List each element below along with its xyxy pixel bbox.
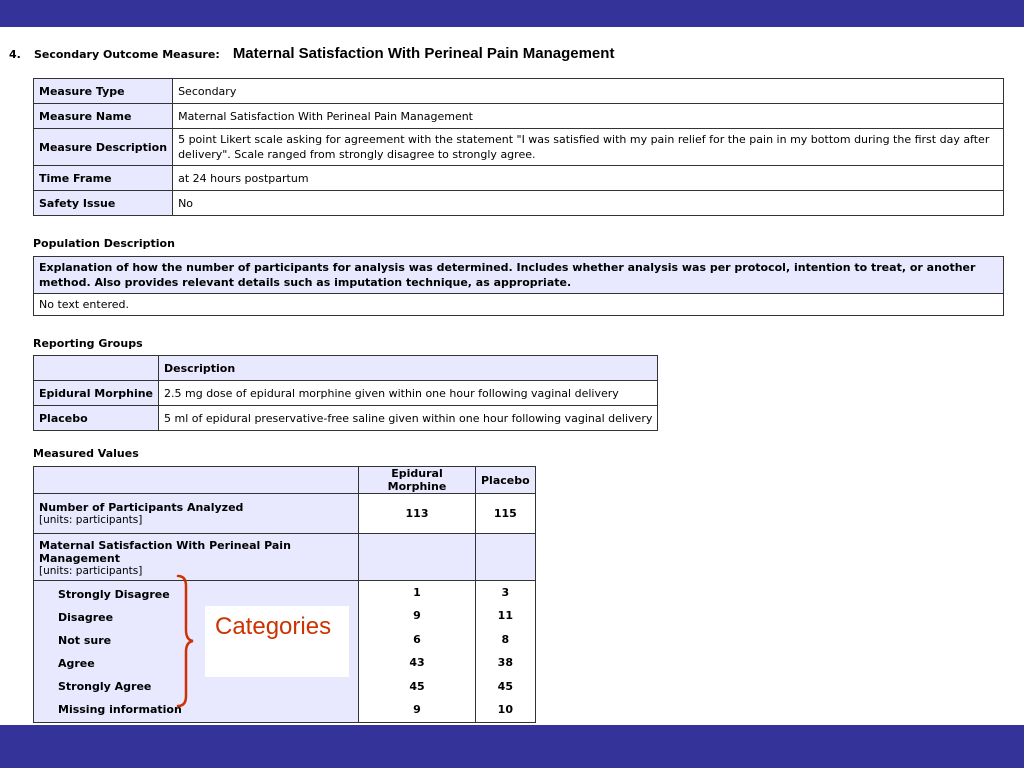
- top-band: [0, 0, 1024, 27]
- participants-cell: [34, 494, 359, 534]
- value-cell: 45: [409, 680, 425, 693]
- category-label: Strongly Disagree: [58, 587, 170, 601]
- population-text: No text entered.: [34, 294, 1004, 316]
- measured-values-table: [33, 466, 536, 723]
- category-label: Agree: [58, 656, 95, 670]
- groups-column-header: Description: [159, 356, 658, 381]
- value-cell: 6: [413, 633, 421, 646]
- table-row: [34, 406, 658, 431]
- categories-values-col2: [476, 581, 536, 723]
- measure-key: Measure Type: [34, 79, 173, 104]
- value-cell: 115: [476, 494, 536, 534]
- group-description: 5 ml of epidural preservative-free saline given within one hour following vaginal delivery: [159, 406, 658, 431]
- measure-value: at 24 hours postpartum: [173, 166, 1004, 191]
- blank-cell: [359, 534, 476, 581]
- table-row: [34, 467, 536, 494]
- value-cell: 10: [497, 703, 513, 716]
- value-cell: 43: [409, 656, 425, 669]
- group-name: Placebo: [34, 406, 159, 431]
- table-row: [34, 294, 1004, 316]
- measure-value: Secondary: [173, 79, 1004, 104]
- table-row: [34, 381, 658, 406]
- value-cell: 9: [413, 609, 421, 622]
- column-header: Epidural Morphine: [359, 467, 476, 494]
- category-label: Missing information: [58, 702, 182, 716]
- reporting-groups-label: Reporting Groups: [33, 337, 143, 350]
- measure-key: Safety Issue: [34, 191, 173, 216]
- value-cell: 45: [497, 680, 513, 693]
- measure-key: Measure Description: [34, 129, 173, 166]
- measure-units: [units: participants]: [39, 565, 143, 577]
- bottom-band: [0, 725, 1024, 768]
- values-corner: [34, 467, 359, 494]
- measure-key: Time Frame: [34, 166, 173, 191]
- outcome-name: Maternal Satisfaction With Perineal Pain Management: [232, 45, 615, 62]
- measure-key: Measure Name: [34, 104, 173, 129]
- value-cell: 113: [359, 494, 476, 534]
- categories-values-col1: [359, 581, 476, 723]
- table-row: [34, 129, 1004, 166]
- value-cell: 3: [501, 586, 510, 599]
- measure-value: 5 point Likert scale asking for agreement with the statement "I was satisfied with my pain relief for the pain in my bottom during the first day after delivery". Scale ranged from strongly disagree to strongly agree.: [173, 129, 1004, 166]
- table-row: [34, 257, 1004, 294]
- value-cell: 38: [497, 656, 513, 669]
- value-cell: 1: [413, 586, 421, 599]
- groups-corner: [34, 356, 159, 381]
- measure-value: No: [173, 191, 1004, 216]
- population-table: [33, 256, 1004, 316]
- table-row: [34, 104, 1004, 129]
- category-label: Not sure: [58, 633, 112, 647]
- table-row: [34, 356, 658, 381]
- value-cell: 11: [497, 609, 513, 622]
- measured-values-label: Measured Values: [33, 447, 139, 460]
- outcome-title: [9, 43, 614, 62]
- table-row: [34, 191, 1004, 216]
- measure-value: Maternal Satisfaction With Perineal Pain Management: [173, 104, 1004, 129]
- table-row: [34, 494, 536, 534]
- table-row: [34, 534, 536, 581]
- group-name: Epidural Morphine: [34, 381, 159, 406]
- category-label: Strongly Agree: [58, 679, 152, 693]
- table-row: [34, 166, 1004, 191]
- measure-title: Maternal Satisfaction With Perineal Pain Management: [39, 539, 291, 565]
- column-header: Placebo: [476, 467, 536, 494]
- curly-brace-icon: [174, 574, 204, 708]
- group-description: 2.5 mg dose of epidural morphine given within one hour following vaginal delivery: [159, 381, 658, 406]
- participants-units: [units: participants]: [39, 514, 143, 526]
- outcome-label: Secondary Outcome Measure:: [33, 48, 220, 61]
- outcome-number: 4.: [9, 48, 21, 61]
- measure-table: [33, 78, 1004, 216]
- blank-cell: [476, 534, 536, 581]
- annotation-text: Categories: [215, 613, 332, 640]
- table-row: [34, 79, 1004, 104]
- participants-label: Number of Participants Analyzed: [39, 501, 244, 514]
- population-explanation: Explanation of how the number of participants for analysis was determined. Includes whether analysis was per protocol, intention to treat, or another method. Also provides relevant details such as imputation technique, as appropriate.: [34, 257, 1004, 294]
- value-cell: 8: [501, 633, 510, 646]
- reporting-groups-table: [33, 355, 658, 431]
- value-cell: 9: [413, 703, 421, 716]
- category-label: Disagree: [58, 610, 114, 624]
- population-label: Population Description: [33, 237, 175, 250]
